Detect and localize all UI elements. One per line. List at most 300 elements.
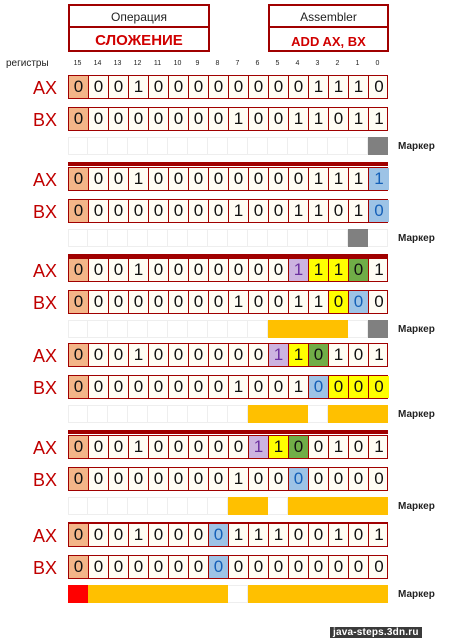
marker-cell — [168, 320, 188, 338]
bit-cell: 0 — [169, 200, 189, 222]
marker-cell — [208, 497, 228, 515]
bit-cell: 0 — [189, 468, 209, 490]
bit-cell: 0 — [269, 259, 289, 281]
bit-cell: 0 — [309, 436, 329, 458]
marker-cell — [188, 405, 208, 423]
bit-cell: 0 — [249, 468, 269, 490]
bit-cell: 0 — [374, 557, 384, 576]
marker-cell — [248, 497, 268, 515]
bit-cell: 0 — [289, 556, 309, 578]
bit-cell: 0 — [89, 376, 109, 398]
bit-cell: 1 — [349, 168, 369, 190]
marker-cell — [188, 137, 208, 155]
bit-cell: 0 — [349, 556, 369, 578]
bit-cell: 0 — [249, 344, 269, 366]
register-row-bx — [33, 290, 388, 314]
marker-cell — [228, 137, 248, 155]
register-row-ax — [33, 258, 388, 282]
bit-cell: 0 — [189, 200, 209, 222]
bit-cell: 0 — [69, 200, 89, 222]
bit-cell: 0 — [109, 259, 129, 281]
bit-cell: 0 — [189, 76, 209, 98]
bit-cell: 1 — [309, 291, 329, 313]
marker-cell — [168, 229, 188, 247]
bit-cell: 0 — [209, 344, 229, 366]
bit-cell: 1 — [374, 525, 384, 544]
bit-cell: 0 — [249, 76, 269, 98]
bit-cell: 0 — [149, 468, 169, 490]
bit-cell: 0 — [69, 436, 89, 458]
marker-cell — [68, 137, 88, 155]
marker-cell — [268, 497, 288, 515]
register-row-ax — [33, 167, 388, 191]
bit-cell: 0 — [209, 291, 229, 313]
marker-cell — [128, 585, 148, 603]
marker-cell — [128, 320, 148, 338]
addition-step-5 — [33, 433, 388, 523]
bit-cell: 0 — [369, 376, 389, 398]
bit-cell: 0 — [69, 259, 89, 281]
marker-cell — [228, 405, 248, 423]
bit-cell: 0 — [189, 524, 209, 546]
marker-cell — [308, 497, 328, 515]
bit-cell: 0 — [89, 556, 109, 578]
bit-cell: 0 — [89, 259, 109, 281]
bit-number: 6 — [255, 60, 260, 67]
assembler-label: Assembler — [300, 10, 357, 24]
register-row-bx — [33, 555, 388, 579]
bit-cell: 0 — [349, 291, 369, 313]
marker-cell — [308, 229, 328, 247]
bit-cell: 1 — [374, 437, 384, 456]
marker-row — [68, 320, 388, 338]
bit-cell: 1 — [374, 109, 384, 128]
marker-cell — [128, 229, 148, 247]
marker-cell — [188, 497, 208, 515]
bit-cell: 1 — [129, 76, 149, 98]
bit-cell: 0 — [189, 168, 209, 190]
marker-row — [68, 497, 388, 515]
bit-cell: 0 — [109, 556, 129, 578]
bit-cell: 0 — [69, 108, 89, 130]
marker-cell — [148, 229, 168, 247]
marker-cell — [148, 405, 168, 423]
bit-number: 1 — [355, 60, 360, 67]
bit-cell: 0 — [209, 76, 229, 98]
bit-cell: 0 — [189, 436, 209, 458]
bit-number: 0 — [375, 60, 380, 67]
bit-cell: 1 — [309, 259, 329, 281]
operation-value: СЛОЖЕНИЕ — [95, 32, 183, 49]
bit-number: 3 — [315, 60, 320, 67]
bit-cell: 0 — [129, 108, 149, 130]
bit-cell: 0 — [249, 259, 269, 281]
register-row-bx — [33, 467, 388, 491]
bit-cell: 0 — [289, 436, 309, 458]
marker-cell — [288, 405, 308, 423]
bit-cell: 0 — [149, 436, 169, 458]
operation-label: Операция — [111, 10, 167, 24]
bit-cell: 0 — [129, 376, 149, 398]
bit-cell: 0 — [89, 468, 109, 490]
bit-cell: 0 — [189, 108, 209, 130]
marker-cell — [88, 229, 108, 247]
marker-cell — [108, 137, 128, 155]
marker-label: Маркер — [398, 233, 435, 244]
bit-cell: 0 — [289, 168, 309, 190]
addition-step-4 — [33, 341, 388, 431]
bit-cell: 0 — [129, 468, 149, 490]
bit-number: 14 — [93, 60, 102, 67]
marker-cell — [148, 497, 168, 515]
bit-cell: 0 — [209, 556, 229, 578]
bit-cell: 1 — [229, 108, 249, 130]
register-name: AX — [33, 346, 58, 366]
register-row-ax — [33, 75, 388, 99]
bit-cell: 0 — [349, 436, 369, 458]
bit-cell: 0 — [209, 108, 229, 130]
marker-cell — [228, 585, 248, 603]
marker-cell — [88, 320, 108, 338]
bit-cell: 0 — [209, 259, 229, 281]
bit-cell: 0 — [269, 108, 289, 130]
marker-cell — [88, 405, 108, 423]
marker-cell — [208, 137, 228, 155]
bit-cell: 0 — [329, 200, 349, 222]
bit-cell: 1 — [329, 344, 349, 366]
marker-cell — [348, 320, 368, 338]
marker-cell — [88, 137, 108, 155]
bit-cell: 0 — [169, 524, 189, 546]
bit-cell: 0 — [329, 108, 349, 130]
register-row-ax — [33, 523, 388, 547]
bit-cell: 0 — [249, 200, 269, 222]
bit-cell: 0 — [109, 524, 129, 546]
bit-number: 13 — [113, 60, 122, 67]
bit-cell: 0 — [169, 259, 189, 281]
marker-row — [68, 585, 388, 603]
marker-cell — [288, 137, 308, 155]
marker-cell — [368, 229, 388, 247]
marker-cell — [248, 229, 268, 247]
bit-cell: 0 — [269, 291, 289, 313]
bit-cell: 0 — [269, 376, 289, 398]
bit-cell: 0 — [109, 291, 129, 313]
bit-cell: 0 — [209, 168, 229, 190]
marker-cell — [248, 585, 268, 603]
assembler-value: ADD AX, BX — [291, 34, 366, 49]
marker-cell — [128, 137, 148, 155]
marker-cell — [248, 320, 268, 338]
bit-cell: 0 — [69, 291, 89, 313]
bit-cell: 1 — [329, 259, 349, 281]
bit-cell: 0 — [169, 291, 189, 313]
bit-cell: 1 — [289, 344, 309, 366]
bit-cell: 0 — [309, 524, 329, 546]
marker-cell — [308, 405, 328, 423]
bit-cell: 1 — [129, 168, 149, 190]
marker-cell — [108, 497, 128, 515]
marker-cell — [308, 585, 328, 603]
addition-step-6 — [33, 521, 388, 611]
bit-cell: 1 — [129, 259, 149, 281]
marker-cell — [88, 497, 108, 515]
bit-cell: 0 — [374, 292, 384, 311]
bit-cell: 0 — [169, 436, 189, 458]
bit-cell: 0 — [369, 200, 389, 222]
addition-step-1 — [33, 73, 388, 163]
marker-cell — [328, 137, 348, 155]
bit-cell: 1 — [249, 524, 269, 546]
marker-cell — [348, 137, 368, 155]
bit-cell: 1 — [249, 436, 269, 458]
bit-cell: 1 — [229, 291, 249, 313]
bit-cell: 0 — [249, 168, 269, 190]
addition-step-3 — [33, 256, 388, 346]
bit-cell: 0 — [269, 76, 289, 98]
marker-cell — [68, 497, 88, 515]
register-name: BX — [33, 293, 58, 313]
bit-cell: 0 — [149, 108, 169, 130]
bit-cell: 0 — [149, 259, 169, 281]
bit-cell: 0 — [229, 76, 249, 98]
bit-number: 9 — [195, 60, 200, 67]
bit-cell: 0 — [169, 108, 189, 130]
bit-cell: 1 — [129, 524, 149, 546]
bit-cell: 0 — [149, 200, 169, 222]
marker-cell — [348, 585, 368, 603]
bit-cell: 1 — [309, 200, 329, 222]
bit-cell: 1 — [329, 524, 349, 546]
bit-cell: 0 — [129, 200, 149, 222]
marker-cell — [288, 497, 308, 515]
marker-cell — [168, 497, 188, 515]
marker-cell — [288, 585, 308, 603]
bit-cell: 0 — [169, 76, 189, 98]
bit-cell: 0 — [229, 259, 249, 281]
marker-cell — [288, 320, 308, 338]
marker-cell — [228, 497, 248, 515]
bit-cell: 1 — [269, 436, 289, 458]
marker-cell — [368, 585, 388, 603]
bit-cell: 1 — [309, 168, 329, 190]
site-watermark: java-steps.3dn.ru — [330, 627, 422, 638]
bit-cell: 1 — [229, 200, 249, 222]
bit-cell: 0 — [189, 291, 209, 313]
bit-cell: 0 — [149, 291, 169, 313]
bit-cell: 0 — [249, 556, 269, 578]
marker-cell — [368, 405, 388, 423]
marker-cell — [188, 229, 208, 247]
marker-cell — [308, 137, 328, 155]
marker-cell — [108, 585, 128, 603]
bit-cell: 0 — [89, 168, 109, 190]
bit-cell: 0 — [109, 344, 129, 366]
bit-cell: 0 — [109, 436, 129, 458]
bit-cell: 1 — [229, 524, 249, 546]
marker-cell — [88, 585, 108, 603]
bit-number: 8 — [215, 60, 220, 67]
bit-cell: 1 — [289, 200, 309, 222]
marker-cell — [208, 405, 228, 423]
bit-cell: 1 — [289, 108, 309, 130]
register-name: BX — [33, 470, 58, 490]
bit-cell: 0 — [69, 468, 89, 490]
register-name: AX — [33, 170, 58, 190]
marker-cell — [68, 405, 88, 423]
marker-cell — [228, 229, 248, 247]
marker-cell — [348, 229, 368, 247]
bit-cell: 1 — [289, 291, 309, 313]
bit-cell: 0 — [229, 556, 249, 578]
bit-cell: 1 — [309, 108, 329, 130]
register-row-ax — [33, 435, 388, 459]
marker-cell — [168, 585, 188, 603]
bit-cell: 1 — [269, 524, 289, 546]
bit-cell: 0 — [329, 556, 349, 578]
marker-cell — [348, 405, 368, 423]
bit-cell: 0 — [209, 468, 229, 490]
bit-number: 2 — [335, 60, 340, 67]
bit-cell: 0 — [109, 108, 129, 130]
marker-cell — [108, 405, 128, 423]
bit-cell: 0 — [89, 108, 109, 130]
bit-cell: 0 — [109, 168, 129, 190]
marker-row — [68, 137, 388, 155]
bit-cell: 0 — [374, 77, 384, 96]
register-name: BX — [33, 378, 58, 398]
register-name: AX — [33, 526, 58, 546]
bit-cell: 1 — [289, 376, 309, 398]
bit-cell: 0 — [349, 524, 369, 546]
bit-cell: 0 — [249, 376, 269, 398]
marker-cell — [328, 229, 348, 247]
marker-cell — [268, 229, 288, 247]
marker-cell — [148, 320, 168, 338]
marker-cell — [248, 405, 268, 423]
bit-cell: 1 — [129, 344, 149, 366]
bit-cell: 0 — [89, 436, 109, 458]
marker-cell — [368, 497, 388, 515]
bit-cell: 0 — [169, 168, 189, 190]
bit-cell: 0 — [149, 524, 169, 546]
marker-cell — [108, 320, 128, 338]
register-row-bx — [33, 107, 388, 131]
bit-number: 10 — [173, 60, 182, 67]
bit-cell: 0 — [329, 291, 349, 313]
marker-cell — [168, 405, 188, 423]
register-name: AX — [33, 438, 58, 458]
marker-cell — [168, 137, 188, 155]
bit-cell: 0 — [149, 168, 169, 190]
marker-cell — [268, 137, 288, 155]
bit-cell: 0 — [209, 436, 229, 458]
bit-cell: 0 — [289, 524, 309, 546]
bit-cell: 0 — [269, 556, 289, 578]
bit-cell: 0 — [149, 556, 169, 578]
bit-cell: 1 — [329, 436, 349, 458]
bit-cell: 1 — [269, 344, 289, 366]
bit-cell: 0 — [309, 344, 329, 366]
bit-cell: 1 — [289, 259, 309, 281]
marker-cell — [368, 320, 388, 338]
register-name: BX — [33, 558, 58, 578]
marker-label: Маркер — [398, 409, 435, 420]
bit-cell: 0 — [169, 376, 189, 398]
marker-label: Маркер — [398, 501, 435, 512]
bit-cell: 0 — [89, 344, 109, 366]
bit-cell: 0 — [269, 468, 289, 490]
bit-number: 7 — [235, 60, 240, 67]
marker-cell — [208, 585, 228, 603]
bit-cell: 0 — [109, 376, 129, 398]
marker-label: Маркер — [398, 324, 435, 335]
bit-cell: 0 — [229, 436, 249, 458]
bit-cell: 0 — [169, 468, 189, 490]
bit-cell: 0 — [349, 344, 369, 366]
bit-cell: 1 — [349, 108, 369, 130]
marker-cell — [208, 320, 228, 338]
marker-cell — [228, 320, 248, 338]
register-name: AX — [33, 78, 58, 98]
bit-cell: 0 — [109, 468, 129, 490]
bit-cell: 0 — [149, 76, 169, 98]
bit-cell: 0 — [329, 376, 349, 398]
marker-cell — [328, 497, 348, 515]
bit-cell: 1 — [229, 376, 249, 398]
marker-cell — [128, 497, 148, 515]
marker-row — [68, 405, 388, 423]
register-row-ax — [33, 343, 388, 367]
marker-cell — [148, 585, 168, 603]
assembler-box — [268, 4, 389, 52]
marker-cell — [328, 320, 348, 338]
bit-cell: 0 — [169, 556, 189, 578]
marker-cell — [268, 320, 288, 338]
marker-label: Маркер — [398, 141, 435, 152]
bit-cell: 1 — [349, 200, 369, 222]
bit-cell: 0 — [149, 344, 169, 366]
bit-cell: 0 — [289, 76, 309, 98]
bit-cell: 0 — [349, 376, 369, 398]
marker-cell — [68, 229, 88, 247]
bit-cell: 1 — [369, 168, 389, 190]
bit-cell: 0 — [129, 291, 149, 313]
bit-cell: 0 — [69, 76, 89, 98]
bit-cell: 0 — [89, 291, 109, 313]
bit-cell: 0 — [69, 556, 89, 578]
marker-cell — [68, 585, 88, 603]
marker-cell — [328, 585, 348, 603]
bit-cell: 0 — [109, 200, 129, 222]
marker-cell — [188, 320, 208, 338]
marker-cell — [108, 229, 128, 247]
bit-cell: 0 — [89, 524, 109, 546]
bit-cell: 0 — [189, 376, 209, 398]
bit-cell: 0 — [229, 168, 249, 190]
register-row-bx — [33, 375, 388, 399]
marker-cell — [68, 320, 88, 338]
bit-cell: 0 — [149, 376, 169, 398]
bit-cell: 0 — [69, 376, 89, 398]
bit-cell: 0 — [129, 556, 149, 578]
bit-cell: 0 — [169, 344, 189, 366]
marker-cell — [348, 497, 368, 515]
bit-cell: 1 — [374, 260, 384, 279]
bit-cell: 1 — [329, 168, 349, 190]
marker-cell — [268, 405, 288, 423]
bit-number: 11 — [153, 60, 162, 67]
